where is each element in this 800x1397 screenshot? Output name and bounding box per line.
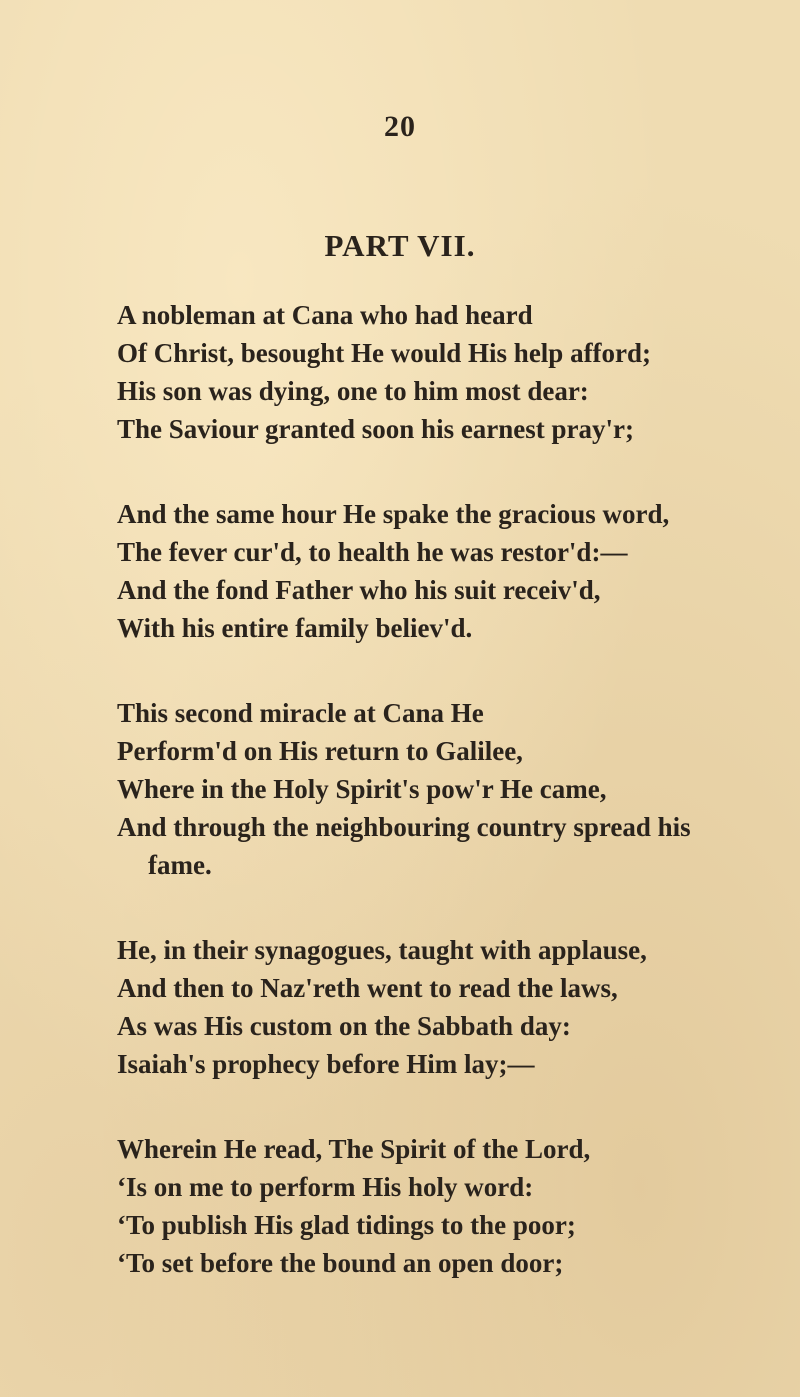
part-title: PART VII. xyxy=(324,228,476,263)
verse-line: As was His custom on the Sabbath day: xyxy=(117,1011,571,1041)
verse-line: Wherein He read, The Spirit of the Lord, xyxy=(117,1134,591,1164)
verse-line: And the fond Father who his suit receiv'd, xyxy=(117,575,601,605)
stanza-3 xyxy=(117,694,787,884)
verse-line: And through the neighbouring country spread his xyxy=(117,812,691,842)
verse-line: A nobleman at Cana who had heard xyxy=(117,300,533,330)
stanza-2 xyxy=(117,495,787,647)
poem xyxy=(117,296,787,1329)
verse-line: He, in their synagogues, taught with applause, xyxy=(117,935,647,965)
stanza-4 xyxy=(117,931,787,1083)
verse-line: The fever cur'd, to health he was restor'd:— xyxy=(117,537,628,567)
verse-line: ‘To publish His glad tidings to the poor; xyxy=(117,1210,576,1240)
stanza-5 xyxy=(117,1130,787,1282)
verse-line: Perform'd on His return to Galilee, xyxy=(117,736,523,766)
verse-line: This second miracle at Cana He xyxy=(117,698,484,728)
verse-line: And the same hour He spake the gracious word, xyxy=(117,499,670,529)
verse-line: His son was dying, one to him most dear: xyxy=(117,376,589,406)
stanza-1 xyxy=(117,296,787,448)
verse-line: The Saviour granted soon his earnest pray'r; xyxy=(117,414,635,444)
verse-line: With his entire family believ'd. xyxy=(117,613,473,643)
verse-line: And then to Naz'reth went to read the laws, xyxy=(117,973,618,1003)
verse-line: ‘Is on me to perform His holy word: xyxy=(117,1172,534,1202)
verse-line: Where in the Holy Spirit's pow'r He came, xyxy=(117,774,607,804)
verse-line: Of Christ, besought He would His help afford; xyxy=(117,338,652,368)
page-number: 20 xyxy=(384,110,416,143)
verse-line: Isaiah's prophecy before Him lay;— xyxy=(117,1049,535,1079)
verse-line-continuation: fame. xyxy=(148,850,212,880)
verse-line: ‘To set before the bound an open door; xyxy=(117,1248,564,1278)
